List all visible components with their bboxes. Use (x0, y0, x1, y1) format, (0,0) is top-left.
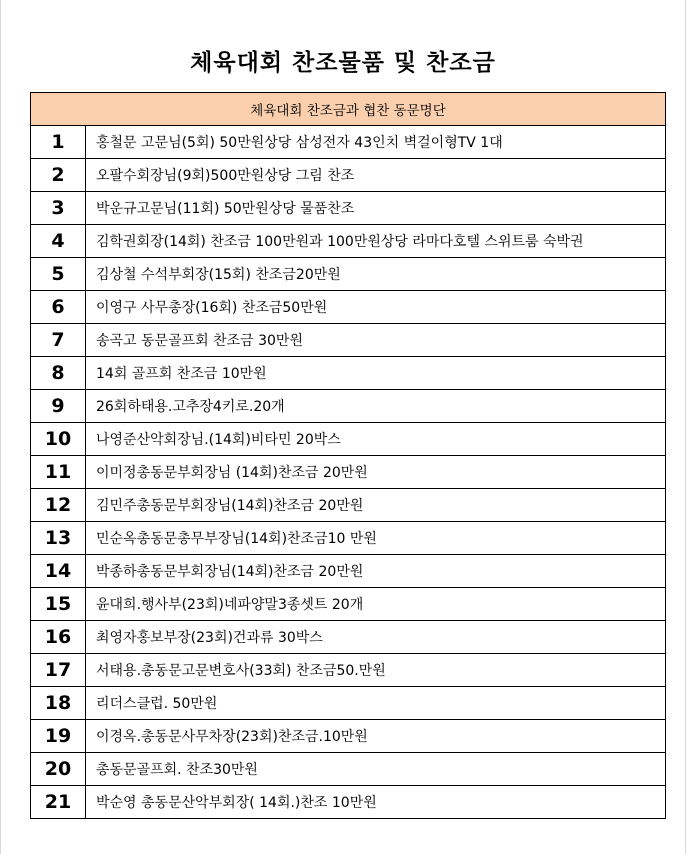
table-row (31, 159, 666, 192)
row-number: 7 (31, 324, 86, 357)
row-text: 김학권회장(14회) 찬조금 100만원과 100만원상당 라마다호텔 스위트룸 숙박권 (86, 225, 666, 258)
row-number: 13 (31, 522, 86, 555)
row-number: 6 (31, 291, 86, 324)
sponsor-table (30, 92, 666, 819)
row-number: 21 (31, 786, 86, 819)
row-number: 20 (31, 753, 86, 786)
sheet-left-edge (0, 0, 1, 854)
table-row (31, 258, 666, 291)
row-text: 홍철문 고문님(5회) 50만원상당 삼성전자 43인치 벽걸이형TV 1대 (86, 126, 666, 159)
row-text: 박종하총동문부회장님(14회)찬조금 20만원 (86, 555, 666, 588)
row-text: 이경옥.총동문사무차장(23회)찬조금.10만원 (86, 720, 666, 753)
table-header-row (31, 93, 666, 126)
row-number: 14 (31, 555, 86, 588)
table-row (31, 126, 666, 159)
row-number: 10 (31, 423, 86, 456)
table-row (31, 225, 666, 258)
row-number: 4 (31, 225, 86, 258)
table-row (31, 489, 666, 522)
table-row (31, 522, 666, 555)
row-number: 19 (31, 720, 86, 753)
table-row (31, 192, 666, 225)
table-row (31, 390, 666, 423)
table-row (31, 588, 666, 621)
row-number: 17 (31, 654, 86, 687)
table-row (31, 456, 666, 489)
table-row (31, 555, 666, 588)
row-text: 14회 골프회 찬조금 10만원 (86, 357, 666, 390)
row-number: 3 (31, 192, 86, 225)
row-text: 김상철 수석부회장(15회) 찬조금20만원 (86, 258, 666, 291)
row-number: 18 (31, 687, 86, 720)
row-text: 송곡고 동문골프회 찬조금 30만원 (86, 324, 666, 357)
row-number: 9 (31, 390, 86, 423)
row-number: 5 (31, 258, 86, 291)
row-text: 윤대희.행사부(23회)네파양말3종셋트 20개 (86, 588, 666, 621)
table-row (31, 786, 666, 819)
table-row (31, 291, 666, 324)
row-text: 리더스클럽. 50만원 (86, 687, 666, 720)
row-text: 총동문골프회. 찬조30만원 (86, 753, 666, 786)
row-text: 민순옥총동문총무부장님(14회)찬조금10 만원 (86, 522, 666, 555)
table-row (31, 423, 666, 456)
row-text: 이영구 사무총장(16회) 찬조금50만원 (86, 291, 666, 324)
table-row (31, 753, 666, 786)
row-number: 2 (31, 159, 86, 192)
table-row (31, 324, 666, 357)
row-number: 11 (31, 456, 86, 489)
row-text: 이미정총동문부회장님 (14회)찬조금 20만원 (86, 456, 666, 489)
row-text: 최영자홍보부장(23회)건과류 30박스 (86, 621, 666, 654)
table-row (31, 621, 666, 654)
table-header: 체육대회 찬조금과 협찬 동문명단 (31, 93, 666, 126)
row-text: 서태용.총동문고문변호사(33회) 찬조금50.만원 (86, 654, 666, 687)
row-number: 16 (31, 621, 86, 654)
row-number: 12 (31, 489, 86, 522)
row-text: 박순영 총동문산악부회장( 14회.)찬조 10만원 (86, 786, 666, 819)
table-row (31, 720, 666, 753)
row-number: 1 (31, 126, 86, 159)
row-text: 김민주총동문부회장님(14회)찬조금 20만원 (86, 489, 666, 522)
page-title: 체육대회 찬조물품 및 찬조금 (190, 50, 496, 76)
table-body (31, 126, 666, 819)
row-number: 15 (31, 588, 86, 621)
row-text: 박운규고문님(11회) 50만원상당 물품찬조 (86, 192, 666, 225)
row-number: 8 (31, 357, 86, 390)
table-row (31, 357, 666, 390)
table-row (31, 654, 666, 687)
row-text: 나영준산악회장님.(14회)비타민 20박스 (86, 423, 666, 456)
row-text: 26회하태용.고추장4키로.20개 (86, 390, 666, 423)
row-text: 오팔수회장님(9회)500만원상당 그림 찬조 (86, 159, 666, 192)
table-row (31, 687, 666, 720)
